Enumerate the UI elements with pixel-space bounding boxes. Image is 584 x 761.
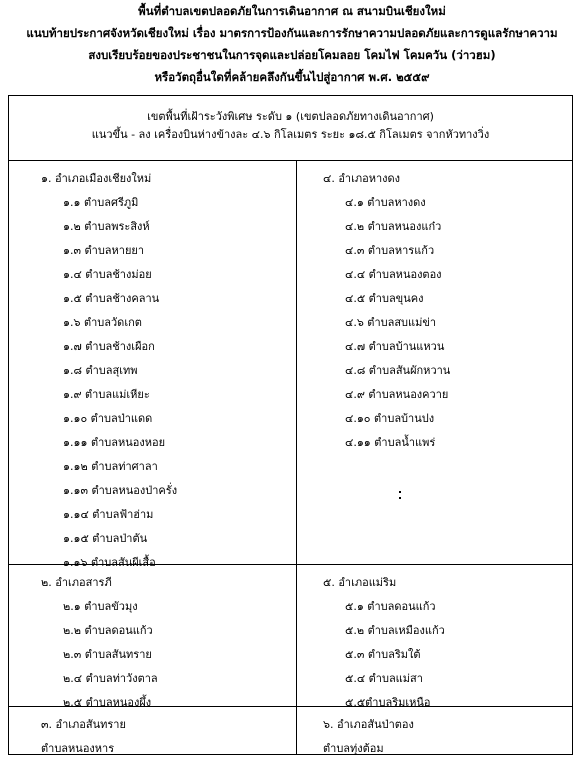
subdistrict-item: ๑.๑๖ ตำบลสันผีเสื้อ: [63, 556, 156, 569]
subdistrict-item: ๔.๕ ตำบลขุนคง: [345, 292, 424, 305]
subdistrict-item: ๕.๔ ตำบลแม่สา: [345, 672, 423, 685]
district-cell: [9, 565, 297, 709]
subdistrict-item: ๑.๔ ตำบลช้างม่อย: [63, 268, 152, 281]
table-row: [9, 161, 572, 569]
subdistrict-item: ๕.๒ ตำบลเหมืองแก้ว: [345, 624, 445, 637]
subdistrict-item: ๑.๖ ตำบลวัดเกต: [63, 316, 142, 329]
subdistrict-item: ๑.๕ ตำบลช้างคลาน: [63, 292, 160, 305]
district-cell: [9, 161, 297, 569]
subdistrict-item: ๑.๑๑ ตำบลหนองหอย: [63, 436, 166, 449]
subdistrict-item: ๑.๑๔ ตำบลฟ้าฮ่าม: [63, 508, 154, 521]
zone-detail: แนวขึ้น - ลง เครื่องบินห่างข้างละ ๔.๖ กิโลเมตร ระยะ ๑๘.๕ กิโลเมตร จากหัวทางวิ่ง: [91, 128, 490, 141]
district-table: [8, 95, 573, 755]
subdistrict-item: ๑.๗ ตำบลช้างเผือก: [63, 340, 155, 353]
subdistrict-item: ๕.๓ ตำบลริมใต้: [345, 648, 421, 661]
subdistrict-item: ๒.๑ ตำบลขัวมุง: [63, 600, 138, 613]
district-name: ๑. อำเภอเมืองเชียงใหม่: [41, 172, 152, 185]
subdistrict-item: ๔.๖ ตำบลสบแม่ข่า: [345, 316, 437, 329]
subdistrict-item: ๔.๑๑ ตำบลน้ำแพร่: [345, 436, 436, 449]
subdistrict-item: ๑.๙ ตำบลแม่เหียะ: [63, 388, 150, 401]
district-name: ๓. อำเภอสันทราย: [41, 718, 126, 731]
zone-title: เขตพื้นที่เฝ้าระวังพิเศษ ระดับ ๑ (เขตปลอดภัยทางเดินอากาศ): [147, 110, 434, 123]
district-cell: [9, 707, 297, 755]
district-name: ๔. อำเภอหางดง: [323, 172, 401, 185]
subdistrict-item: ตำบลทุ่งต้อม: [323, 742, 384, 755]
subdistrict-item: ๒.๓ ตำบลสันทราย: [63, 648, 152, 661]
subdistrict-item: ๑.๑ ตำบลศรีภูมิ: [63, 196, 139, 209]
subdistrict-item: ๔.๒ ตำบลหนองแก๋ว: [345, 220, 442, 233]
district-cell: [297, 565, 573, 709]
district-name: ๕. อำเภอแม่ริม: [323, 576, 397, 589]
subdistrict-item: ๕.๕ตำบลริมเหนือ: [345, 696, 431, 709]
subdistrict-item: ๔.๘ ตำบลสันผักหวาน: [345, 364, 451, 377]
header-title: พื้นที่ตำบลเขตปลอดภัยในการเดินอากาศ ณ สนามบินเชียงใหม่: [138, 4, 446, 18]
district-name: ๖. อำเภอสันป่าตอง: [323, 718, 414, 731]
subdistrict-item: ๔.๑ ตำบลหางดง: [345, 196, 426, 209]
table-row: [9, 707, 572, 755]
subdistrict-item: ๑.๑๒ ตำบลท่าศาลา: [63, 460, 158, 473]
subdistrict-item: ตำบลหนองหาร: [41, 742, 115, 755]
subdistrict-item: ๑.๑๕ ตำบลป่าตัน: [63, 532, 148, 545]
header-line-3: สงบเรียบร้อยของประชาชนในการจุดและปล่อยโคมลอย โคมไฟ โคมควัน (ว่าวฮม): [88, 48, 496, 62]
stray-dot: [399, 497, 401, 499]
subdistrict-item: ๒.๒ ตำบลดอนแก้ว: [63, 624, 153, 637]
header-line-2: แนบท้ายประกาศจังหวัดเชียงใหม่ เรื่อง มาตรการป้องกันและการรักษาความปลอดภัยและการดูแลรักษาความ: [26, 26, 558, 40]
subdistrict-item: ๑.๘ ตำบลสุเทพ: [63, 364, 138, 377]
header-line-4: หรือวัตถุอื่นใดที่คล้ายคลึงกันขึ้นไปสู่อากาศ พ.ศ. ๒๕๕๙: [154, 70, 430, 84]
district-cell: [297, 161, 573, 564]
subdistrict-item: ๔.๗ ตำบลบ้านแหวน: [345, 340, 445, 353]
table-row: [9, 565, 572, 707]
stray-dot: [399, 491, 401, 493]
subdistrict-item: ๔.๑๐ ตำบลบ้านปง: [345, 412, 435, 425]
subdistrict-item: ๑.๑๐ ตำบลป่าแดด: [63, 412, 153, 425]
zone-description: [9, 96, 572, 161]
subdistrict-item: ๕.๑ ตำบลดอนแก้ว: [345, 600, 436, 613]
district-cell: [297, 707, 573, 755]
subdistrict-item: ๔.๙ ตำบลหนองควาย: [345, 388, 449, 401]
district-name: ๒. อำเภอสารภี: [41, 576, 112, 589]
subdistrict-item: ๒.๔ ตำบลท่าวังตาล: [63, 672, 158, 685]
document-header: [0, 0, 584, 88]
subdistrict-item: ๑.๒ ตำบลพระสิงห์: [63, 220, 150, 233]
subdistrict-item: ๔.๔ ตำบลหนองตอง: [345, 268, 442, 281]
subdistrict-item: ๑.๓ ตำบลหายยา: [63, 244, 145, 257]
subdistrict-item: ๒.๕ ตำบลหนองผึ้ง: [63, 696, 152, 709]
subdistrict-item: ๔.๓ ตำบลหารแก้ว: [345, 244, 435, 257]
subdistrict-item: ๑.๑๓ ตำบลหนองป่าครั่ง: [63, 484, 178, 497]
